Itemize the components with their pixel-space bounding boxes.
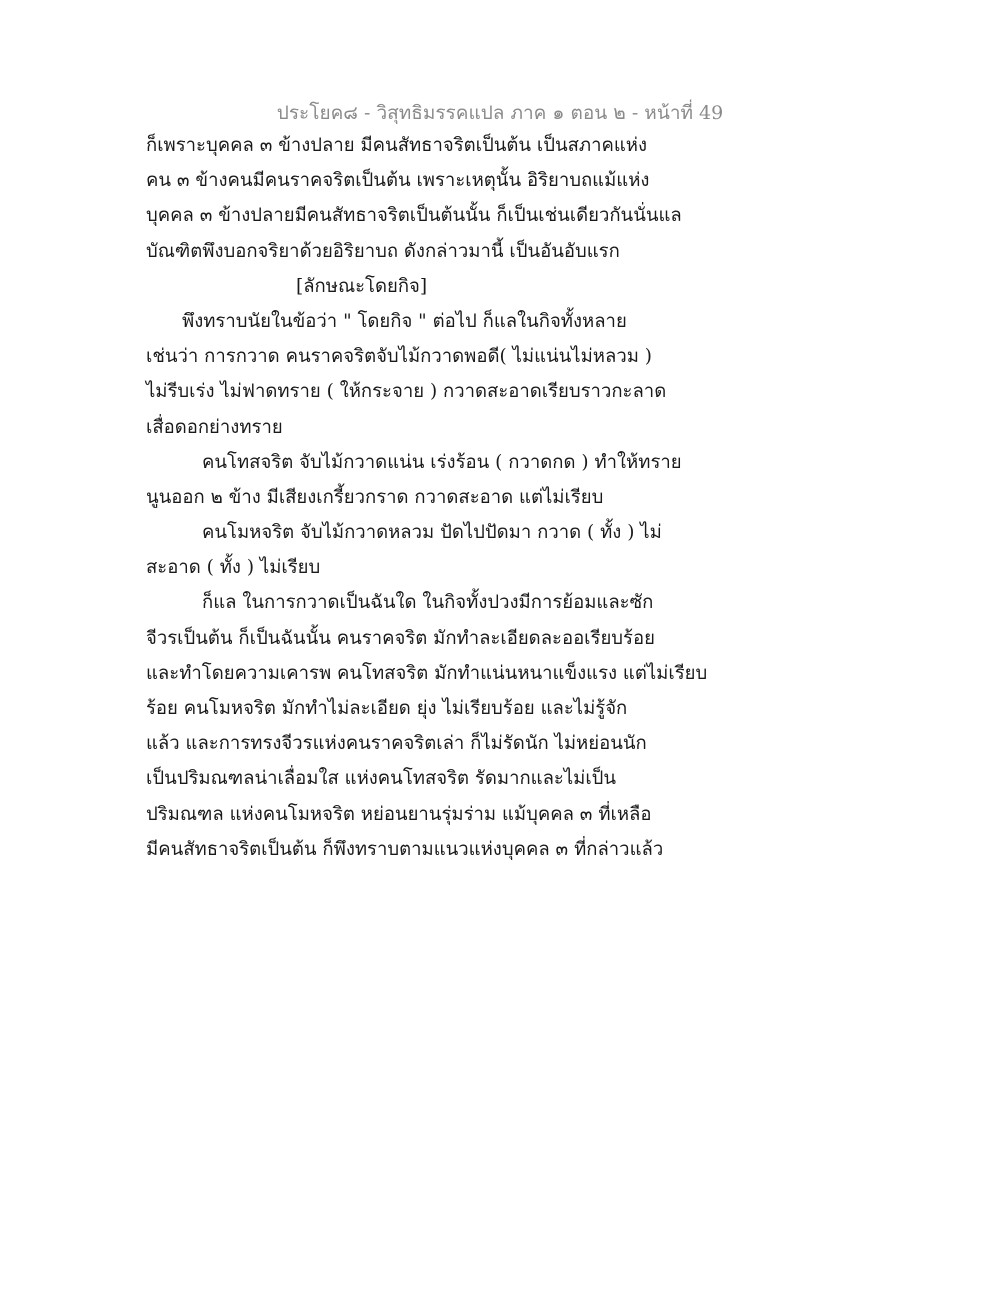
body-line: สะอาด ( ทั้ง ) ไม่เรียบ xyxy=(146,557,321,579)
body-line: นูนออก ๒ ข้าง มีเสียงเกรี้ยวกราด กวาดสะอาด แต่ไม่เรียบ xyxy=(146,486,604,508)
body-text xyxy=(146,134,708,873)
body-line: และทำโดยความเคารพ คนโทสจริต มักทำแน่นหนาแข็งแรง แต่ไม่เรียบ xyxy=(146,662,708,684)
body-line: บุคคล ๓ ข้างปลายมีคนสัทธาจริตเป็นต้นนั้น ก็เป็นเช่นเดียวกันนั่นแล xyxy=(146,205,682,227)
body-line: จีวรเป็นต้น ก็เป็นฉันนั้น คนราคจริต มักทำละเอียดละออเรียบร้อย xyxy=(146,627,655,649)
body-line: คนโมหจริต จับไม้กวาดหลวม ปัดไปปัดมา กวาด ( ทั้ง ) ไม่ xyxy=(202,522,662,544)
body-line: เป็นปริมณฑลน่าเลื่อมใส แห่งคนโทสจริต รัดมากและไม่เป็น xyxy=(146,768,617,790)
body-line: บัณฑิตพึงบอกจริยาด้วยอิริยาบถ ดังกล่าวมานี้ เป็นอันอับแรก xyxy=(146,240,620,262)
body-line: ร้อย คนโมหจริต มักทำไม่ละเอียด ยุ่ง ไม่เรียบร้อย และไม่รู้จัก xyxy=(146,698,628,719)
running-header: ประโยค๘ - วิสุทธิมรรคแปล ภาค ๑ ตอน ๒ - หน้าที่ 49 xyxy=(276,102,724,124)
section-heading: [ลักษณะโดยกิจ] xyxy=(296,275,428,297)
body-line: คน ๓ ข้างคนมีคนราคจริตเป็นต้น เพราะเหตุนั้น อิริยาบถแม้แห่ง xyxy=(146,170,650,192)
body-line: แล้ว และการทรงจีวรแห่งคนราคจริตเล่า ก็ไม่รัดนัก ไม่หย่อนนัก xyxy=(146,733,647,755)
body-line: ไม่รีบเร่ง ไม่ฟาดทราย ( ให้กระจาย ) กวาดสะอาดเรียบราวกะลาด xyxy=(146,381,667,403)
body-line: ก็แล ในการกวาดเป็นฉันใด ในกิจทั้งปวงมีการย้อมและซัก xyxy=(202,592,654,614)
body-line: มีคนสัทธาจริตเป็นต้น ก็พึงทราบตามแนวแห่งบุคคล ๓ ที่กล่าวแล้ว xyxy=(146,838,664,860)
body-line: ก็เพราะบุคคล ๓ ข้างปลาย มีคนสัทธาจริตเป็นต้น เป็นสภาคแห่ง xyxy=(146,135,648,156)
body-line: คนโทสจริต จับไม้กวาดแน่น เร่งร้อน ( กวาดกด ) ทำให้ทราย xyxy=(202,451,682,473)
body-line: เช่นว่า การกวาด คนราคจริตจับไม้กวาดพอดี( ไม่แน่นไม่หลวม ) xyxy=(146,346,653,368)
body-line: เสื่อดอกย่างทราย xyxy=(146,416,283,438)
body-line: ปริมณฑล แห่งคนโมหจริต หย่อนยานรุ่มร่าม แม้บุคคล ๓ ที่เหลือ xyxy=(146,803,652,825)
body-line: พึงทราบนัยในข้อว่า " โดยกิจ " ต่อไป ก็แลในกิจทั้งหลาย xyxy=(182,310,627,332)
